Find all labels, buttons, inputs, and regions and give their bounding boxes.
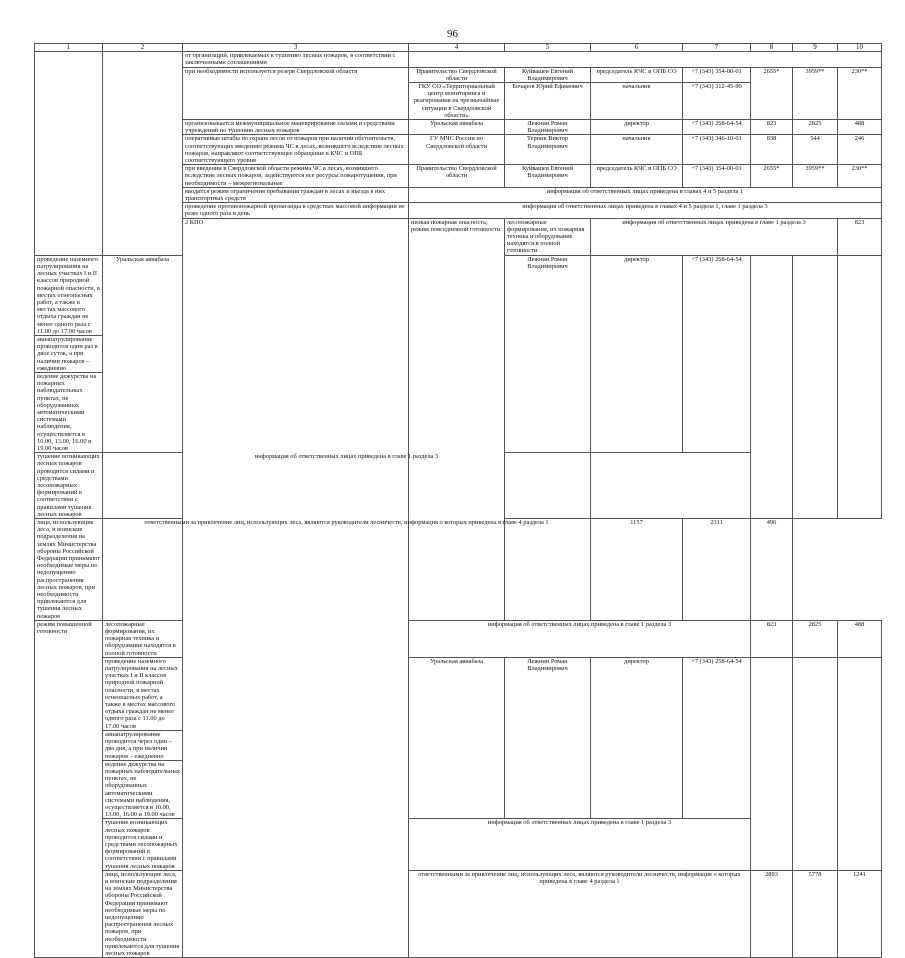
blank-cell [793,255,838,518]
measure-text: от организаций, привлекаемых к тушению лесных пожаров, в соответствии с заключенными соглашениями [183,52,409,67]
measure-text: лица, использующие леса, и воинские подразделения на землях Министерства обороны Российской Федерации принимают необходимые меры по недопущению распространения лесных пожаров, при необходимости привлекаются для тушения лесных пожаров [103,870,183,957]
value-cell: 496 [751,519,793,621]
value-cell: 2655* [751,67,793,119]
regime-label: режим повышенной готовности [35,620,103,957]
position: начальник [591,83,683,120]
measure-text: лесопожарные формирования, их пожарная техника и оборудование находятся в полной готовности [505,218,591,255]
blank-cell [409,52,882,67]
organization: ГКУ СО «Территориальный центр мониторинга и реагирования на чрезвычайные ситуации в Свердловской области» [409,83,505,120]
blank-cell [793,657,838,870]
regime-label: низкая пожарная опасность; режим повседневной готовности [409,218,505,620]
measure-text: ведение дежурства на пожарных наблюдательных пунктах, не оборудованных автоматическими системами наблюдения, осуществляется в 10.00, 13.00, 16.00 и 19.00 часов [103,760,183,819]
column-header: 3 [183,44,409,52]
fire-readiness-table [34,43,882,958]
value-cell: 488 [838,120,882,135]
reference-note: информация об ответственных лицах приведена в главах 4 и 5 раздела 1 [409,187,882,202]
value-cell: 230** [838,165,882,188]
column-header: 4 [409,44,505,52]
position: директор [591,657,683,818]
person-name: Лежнин Роман Владимирович [505,255,591,452]
reference-note: информация об ответственных лицах приведена в главе 1 раздела 3 [103,453,591,519]
measure-text: проведение наземного патрулирования на лесных участках I и II классов природной пожарной опасности, в местах огнеопасных работ, а также в местах массового отдыха граждан не менее одного раза с 11.00 до 17.00 часов [35,255,103,335]
value-cell: 2655* [751,165,793,188]
value-cell: 838 [751,135,793,165]
value-cell: 1241 [838,870,882,957]
person-name: Куйвашев Евгений Владимирович [505,165,591,188]
measure-text: лица, использующие леса, и воинские подразделения на землях Министерства обороны Российской Федерации принимают необходимые меры по недопущению распространения лесных пожаров, при необходимости привлекаются для тушения лесных пожаров [35,519,103,621]
value-cell: 823 [751,120,793,135]
organization: Уральская авиабаза [409,657,505,818]
blank-cell [35,52,103,255]
value-cell: 3959** [793,165,838,188]
measure-text: тушение возникающих лесных пожаров проводится силами и средствами лесопожарных формирований в соответствии с правилами тушения лесных пожаров [103,819,183,870]
table-row [35,870,882,957]
measure-text: ведение дежурства на пожарных наблюдательных пунктах, не оборудованных автоматическими системами наблюдения, осуществляется в 10.00, 13.00, 16.00 и 19.00 часов [35,372,103,452]
position: председатель КЧС и ОПБ СО [591,165,683,188]
column-header: 6 [591,44,683,52]
organization: Уральская авиабаза [103,255,183,452]
column-header: 8 [751,44,793,52]
phone: +7 (343) 354-00-01 [683,67,751,82]
value-cell: 823 [751,620,793,657]
column-header: 2 [103,44,183,52]
person-name: Куйвашев Евгений Владимирович [505,67,591,82]
reference-note: ответственными за привлечение лиц, использующих леса, являются руководители лесничеств, информация о которых приведена в главе 4 раздела 1 [103,519,591,621]
table-row [35,52,882,67]
value-cell: 544 [793,135,838,165]
value-cell: 2893 [751,870,793,957]
value-cell: 823 [838,218,882,255]
person-name: Терник Виктор Владимирович [505,135,591,165]
column-header: 1 [35,44,103,52]
measure-text: авиапатрулирование проводится один раз в двое суток, а при наличии пожаров – ежедневно [35,335,103,372]
reference-note: информация об ответственных лицах приведена в главах 4 и 5 раздела 1, главе 1 раздела 3 [409,203,882,218]
measure-text: вводится режим ограничения пребывания граждан в лесах и въезда в них транспортных средств [183,187,409,202]
column-header: 9 [793,44,838,52]
blank-cell [103,52,183,255]
column-number-row [35,44,882,52]
reference-note: информация об ответственных лицах приведена в главе 1 раздела 3 [409,620,751,657]
position: председатель КЧС и ОПБ СО [591,67,683,82]
phone: +7 (343) 312-45-90 [683,83,751,120]
value-cell: 2311 [683,519,751,621]
value-cell: 2825 [793,120,838,135]
value-cell: 488 [838,620,882,657]
measure-text: тушение возникающих лесных пожаров проводится силами и средствами лесопожарных формирований в соответствии с правилами тушения лесных пожаров [35,453,103,519]
measure-text: при необходимости используется резерв Свердловской области [183,67,409,119]
column-header: 5 [505,44,591,52]
organization: Правительство Свердловской области [409,67,505,82]
phone: +7 (343) 258-64-54 [683,657,751,818]
fire-class-cell: 2 КПО [183,218,409,958]
value-cell: 246 [838,135,882,165]
column-header: 10 [838,44,882,52]
person-name: Лежнин Роман Владимирович [505,657,591,818]
table-row [35,657,882,730]
blank-cell [838,255,882,518]
page-number: 96 [447,28,458,40]
column-header: 7 [683,44,751,52]
measure-text: авиапатрулирование проводится через один – два дня, а при наличии пожаров – ежедневно [103,730,183,760]
table-row [35,620,882,657]
position: начальник [591,135,683,165]
reference-note: информация об ответственных лицах приведена в главе 1 раздела 3 [591,218,838,255]
blank-cell [838,657,882,870]
person-name: Лежнин Роман Владимирович [505,120,591,135]
blank-cell [751,255,793,518]
organization: Уральская авиабаза [409,120,505,135]
measure-text: при введении в Свердловской области режима ЧС в лесах, возникшего вследствие лесных пожаров, задействуются все ресурсы пожаротушения, при необходимости – межрегиональные [183,165,409,188]
phone: +7 (343) 346-10-01 [683,135,751,165]
phone: +7 (343) 258-64-54 [683,120,751,135]
reference-note: ответственными за привлечение лиц, использующих леса, являются руководители лесничеств, информация о которых приведена в главе 4 раздела 1 [409,870,751,957]
value-cell: 2825 [793,620,838,657]
position: директор [591,255,683,452]
phone: +7 (343) 354-00-01 [683,165,751,188]
value-cell: 230** [838,67,882,119]
measure-text: организовывается межмуниципальное маневрирование силами и средствами учреждений по тушению лесных пожаров [183,120,409,135]
blank-cell [751,657,793,870]
value-cell: 1157 [591,519,683,621]
organization: Правительство Свердловской области [409,165,505,188]
measure-text: проведение наземного патрулирования на лесных участках I и II классов природной пожарной опасности, в местах огнеопасных работ, а также в местах массового отдыха граждан не менее одного раза с 11.00 до 17.00 часов [103,657,183,730]
position: директор [591,120,683,135]
value-cell: 5778 [793,870,838,957]
person-name: Бочаров Юрий Ефимович [505,83,591,120]
organization: ГУ МЧС России по Свердловской области [409,135,505,165]
measure-text: лесопожарные формирования, их пожарная техника и оборудование находятся в полной готовности [103,620,183,657]
phone: +7 (343) 258-64-54 [683,255,751,452]
measure-text: оперативные штабы по охране лесов от пожаров при наличии обстоятельств, соответствующих введению режима ЧС в лесах, возникшего вследствие лесных пожаров, направляют соответствующее обращение в КЧС и ОПБ соответствующего уровня [183,135,409,165]
reference-note: информация об ответственных лицах приведена в главе 1 раздела 3 [409,819,751,870]
table-row [35,519,882,621]
measure-text: проведение противопожарной пропаганды в средствах массовой информации не реже одного раза в день [183,203,409,218]
value-cell: 3959** [793,67,838,119]
